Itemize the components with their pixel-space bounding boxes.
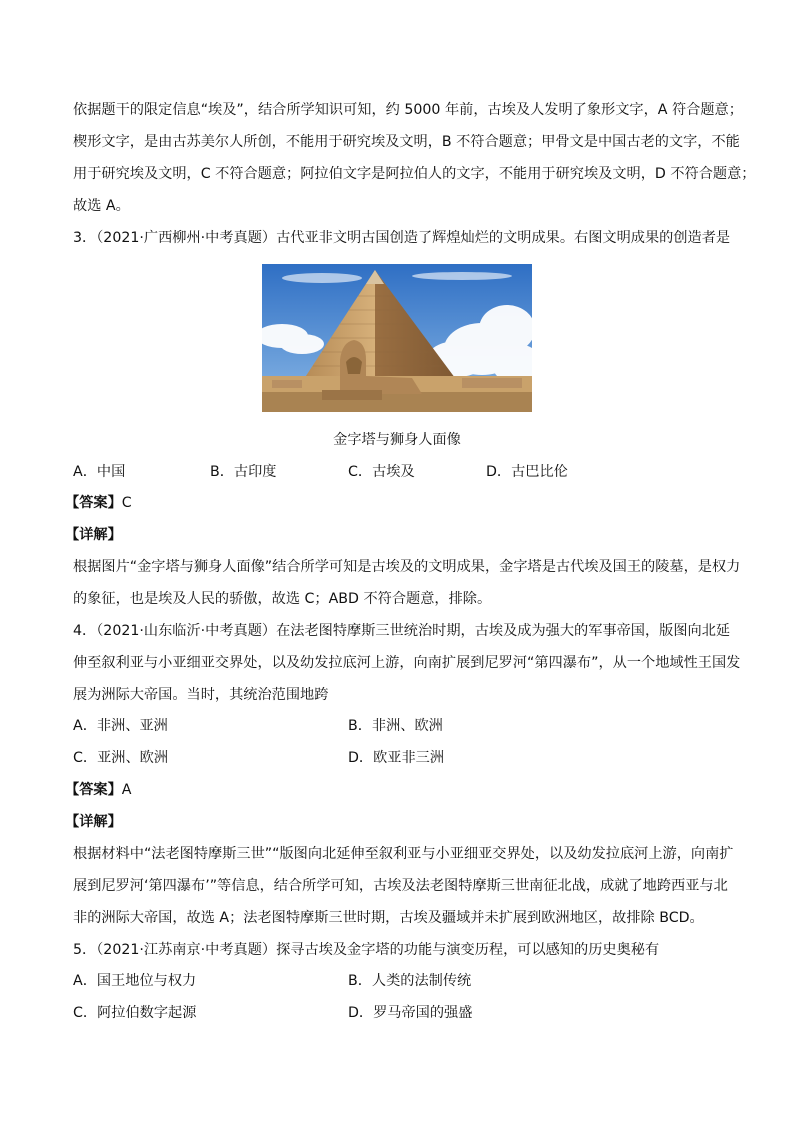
explanation-line: 用于研究埃及文明，C 不符合题意；阿拉伯文字是阿拉伯人的文字，不能用于研究埃及文明，D 不符合题意；: [73, 166, 756, 182]
question-3-stem: 3．（2021·广西柳州·中考真题）古代亚非文明古国创造了辉煌灿烂的文明成果。右图文明成果的创造者是: [73, 230, 731, 246]
answer-label: 【答案】: [65, 782, 122, 798]
detail-label: 【详解】: [65, 527, 122, 543]
answer-row: [65, 780, 132, 800]
option-b: B．非洲、欧洲: [348, 718, 443, 734]
image-caption: 金字塔与狮身人面像: [333, 432, 461, 448]
explanation-line: 依据题干的限定信息“埃及”，结合所学知识可知，约 5000 年前，古埃及人发明了象形文字，A 符合题意；: [73, 102, 743, 118]
option-c: C．阿拉伯数字起源: [73, 1005, 197, 1021]
option-b: B．古印度: [210, 464, 277, 480]
option-a: A．国王地位与权力: [73, 973, 197, 989]
option-d: D．罗马帝国的强盛: [348, 1005, 473, 1021]
option-d: D．古巴比伦: [486, 464, 568, 480]
option-a: A．中国: [73, 464, 126, 480]
answer-value: A: [121, 782, 132, 798]
question-4-stem: 伸至叙利亚与小亚细亚交界处，以及幼发拉底河上游，向南扩展到尼罗河“第四瀑布”，从一个地域性王国发: [73, 655, 741, 671]
answer-value: C: [121, 495, 132, 511]
option-b: B．人类的法制传统: [348, 973, 472, 989]
answer-row: [65, 493, 132, 513]
detail-line: 的象征，也是埃及人民的骄傲，故选 C；ABD 不符合题意，排除。: [73, 591, 492, 607]
explanation-line: 故选 A。: [73, 198, 130, 214]
question-5-stem: 5．（2021·江苏南京·中考真题）探寻古埃及金字塔的功能与演变历程，可以感知的历史奥秘有: [73, 942, 660, 958]
detail-line: 展到尼罗河‘第四瀑布’”等信息，结合所学可知，古埃及法老图特摩斯三世南征北战，成就了地跨西亚与北: [73, 878, 728, 894]
detail-line: 根据图片“金字塔与狮身人面像”结合所学可知是古埃及的文明成果，金字塔是古代埃及国王的陵墓，是权力: [73, 559, 741, 575]
explanation-line: 楔形文字，是由古苏美尔人所创，不能用于研究埃及文明，B 不符合题意；甲骨文是中国古老的文字，不能: [73, 134, 740, 150]
question-4-stem: 展为洲际大帝国。当时，其统治范围地跨: [73, 687, 329, 703]
option-c: C．亚洲、欧洲: [73, 750, 169, 766]
option-c: C．古埃及: [348, 464, 415, 480]
detail-line: 非的洲际大帝国，故选 A；法老图特摩斯三世时期，古埃及疆域并未扩展到欧洲地区，故排除 BCD。: [73, 910, 704, 926]
option-a: A．非洲、亚洲: [73, 718, 168, 734]
detail-label: 【详解】: [65, 814, 122, 830]
detail-line: 根据材料中“法老图特摩斯三世”“版图向北延伸至叙利亚与小亚细亚交界处，以及幼发拉底河上游，向南扩: [73, 846, 734, 862]
pyramid-sphinx-image: [262, 264, 532, 412]
option-d: D．欧亚非三洲: [348, 750, 445, 766]
answer-label: 【答案】: [65, 495, 122, 511]
question-4-stem: 4．（2021·山东临沂·中考真题）在法老图特摩斯三世统治时期，古埃及成为强大的军事帝国，版图向北延: [73, 623, 731, 639]
